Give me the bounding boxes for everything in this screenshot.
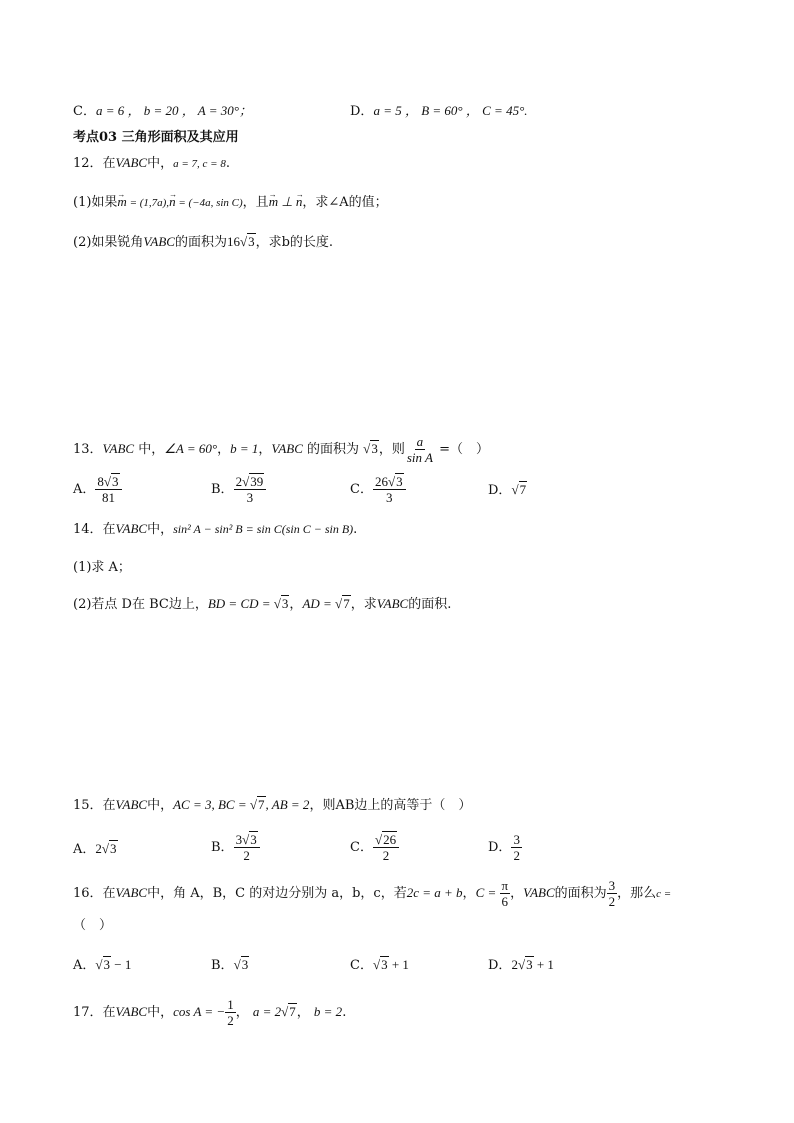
radicand: 3 bbox=[371, 441, 378, 456]
denominator: 6 bbox=[501, 894, 509, 909]
sqrt-expression: √3 bbox=[517, 957, 533, 972]
radicand: 7 bbox=[343, 596, 350, 611]
triangle-symbol: VABC bbox=[376, 596, 409, 611]
sqrt-expression: √3 bbox=[95, 957, 111, 972]
equation: C = bbox=[475, 885, 500, 900]
coefficient: 3 bbox=[235, 832, 243, 847]
q17-stem bbox=[73, 997, 346, 1028]
q13-option-b bbox=[211, 474, 266, 505]
option-label: C． bbox=[350, 958, 373, 973]
section-title: 考点03 三角形面积及其应用 bbox=[73, 130, 239, 145]
text: 14．在 bbox=[73, 522, 116, 537]
option-label: C． bbox=[73, 104, 96, 119]
fraction bbox=[500, 878, 511, 909]
radicand: 3 bbox=[281, 596, 289, 611]
option-label: B． bbox=[211, 482, 234, 497]
text: 12．在 bbox=[73, 156, 116, 171]
sqrt-expression: √7 bbox=[249, 797, 265, 812]
q14-part1: (1)求 A； bbox=[73, 560, 131, 575]
option-label: D． bbox=[488, 958, 512, 973]
fraction bbox=[225, 997, 236, 1028]
option-label: B． bbox=[211, 958, 234, 973]
q13-option-a bbox=[73, 474, 122, 505]
text: ， bbox=[462, 886, 476, 901]
denominator: 2 bbox=[513, 848, 520, 863]
equation: , AB = 2 bbox=[265, 797, 310, 812]
q12-part2 bbox=[73, 232, 333, 253]
triangle-symbol: VABC bbox=[102, 441, 135, 456]
radicand: 3 bbox=[248, 234, 255, 249]
option-label: A． bbox=[73, 958, 96, 973]
text: 15．在 bbox=[73, 798, 116, 813]
given-values: a = 7, c = 8 bbox=[173, 158, 226, 170]
option-label: B． bbox=[211, 840, 234, 855]
triangle-symbol: VABC bbox=[523, 885, 555, 900]
denominator: 2 bbox=[608, 894, 616, 909]
numerator: π bbox=[501, 878, 509, 893]
numerator: 3 bbox=[608, 878, 616, 893]
denominator: 3 bbox=[386, 490, 393, 505]
text: ，求 bbox=[350, 597, 377, 612]
text: ，则AB边上的高等于（ ） bbox=[309, 798, 472, 813]
fraction: $\frac{8√3}{81}$ bbox=[95, 474, 121, 505]
vector-n: → n bbox=[296, 194, 303, 209]
q16-option-d bbox=[488, 955, 554, 976]
q11-option-d bbox=[350, 101, 528, 122]
q16-stem bbox=[73, 878, 671, 909]
q15-option-a bbox=[73, 839, 118, 860]
equation: sin² A − sin² B = sin C(sin C − sin B) bbox=[173, 522, 354, 536]
fraction bbox=[405, 434, 435, 465]
radicand: 26 bbox=[383, 832, 397, 847]
coefficient: 8 bbox=[97, 474, 104, 489]
numerator: a bbox=[416, 434, 424, 449]
option-expression: a = 5 ， B = 60° ， C = 45°. bbox=[373, 103, 528, 118]
text: 的面积为 bbox=[302, 442, 364, 457]
text: 中， bbox=[147, 798, 174, 813]
equation: AC = 3, BC = bbox=[173, 797, 250, 812]
text: ， bbox=[217, 442, 231, 457]
sqrt-expression: √7 bbox=[281, 1004, 296, 1019]
text: ，求∠A的值； bbox=[302, 195, 388, 210]
numerator: 3 bbox=[513, 832, 520, 847]
coefficient: 26 bbox=[374, 474, 388, 489]
text: . bbox=[342, 1005, 347, 1020]
radicand: 3 bbox=[112, 474, 119, 489]
q16-answer-bracket: （ ） bbox=[73, 918, 113, 933]
radicand: 3 bbox=[381, 957, 388, 972]
radicand: 3 bbox=[103, 957, 111, 972]
q13-option-d bbox=[488, 480, 527, 501]
side-value: b = 1 bbox=[230, 441, 259, 456]
coefficient: 2 bbox=[95, 841, 102, 856]
sqrt-expression: √3 bbox=[239, 234, 255, 249]
equation: cos A = − bbox=[173, 1004, 226, 1019]
denominator: 81 bbox=[101, 490, 115, 505]
q16-option-b bbox=[211, 955, 249, 976]
equation: 2c = a + b bbox=[406, 885, 463, 900]
text: ， bbox=[510, 886, 524, 901]
radicand: 3 bbox=[250, 832, 257, 847]
sqrt-expression: √7 bbox=[335, 596, 350, 611]
triangle-symbol: VABC bbox=[115, 521, 148, 536]
perp-symbol: ⊥ bbox=[278, 194, 296, 209]
coefficient: 16 bbox=[226, 234, 240, 249]
equation: b = 2 bbox=[313, 1004, 343, 1019]
radicand: 3 bbox=[526, 957, 533, 972]
text: 的面积为 bbox=[174, 235, 227, 250]
text: ， bbox=[289, 597, 303, 612]
triangle-symbol: VABC bbox=[115, 885, 148, 900]
text: 的面积. bbox=[408, 597, 452, 612]
text: 的面积为 bbox=[554, 886, 607, 901]
angle-value: ∠A = 60° bbox=[164, 441, 218, 456]
equation: AD = bbox=[302, 596, 336, 611]
expression-tail: + 1 bbox=[533, 957, 554, 972]
radicand: 39 bbox=[250, 474, 264, 489]
q15-option-c bbox=[350, 832, 399, 863]
fraction bbox=[511, 832, 522, 863]
sqrt-expression: √3 bbox=[233, 957, 249, 972]
text: ， bbox=[258, 442, 272, 457]
coefficient: 2 bbox=[511, 957, 518, 972]
triangle-symbol: VABC bbox=[271, 441, 303, 456]
q14-stem bbox=[73, 519, 357, 540]
radicand: 3 bbox=[396, 474, 403, 489]
option-label: A． bbox=[73, 842, 96, 857]
q16-option-c bbox=[350, 955, 409, 976]
sqrt-expression: √7 bbox=[511, 482, 527, 497]
fraction: $\frac{2√39}{3}$ bbox=[234, 474, 267, 505]
text: (1)如果 bbox=[73, 195, 118, 210]
vector-n-value: = (−4a, sin C) bbox=[175, 197, 243, 209]
text: ，且 bbox=[242, 195, 269, 210]
vector-m: → m bbox=[117, 194, 126, 209]
vector-n: → n bbox=[169, 194, 176, 209]
option-label: A． bbox=[73, 482, 96, 497]
expression-tail: − 1 bbox=[111, 957, 132, 972]
text: 中， bbox=[147, 1005, 174, 1020]
denominator: 2 bbox=[227, 1013, 234, 1028]
option-label: C． bbox=[350, 840, 373, 855]
option-expression: a = 6 ， b = 20 ， A = 30°； bbox=[95, 103, 252, 118]
text: ， bbox=[296, 1005, 314, 1020]
q14-part2 bbox=[73, 594, 451, 615]
fraction bbox=[607, 878, 618, 909]
text: 中，角 A，B，C 的对边分别为 a，b，c，若 bbox=[147, 886, 407, 901]
sqrt-expression: √3 bbox=[372, 957, 388, 972]
text: 中， bbox=[147, 156, 174, 171]
triangle-symbol: VABC bbox=[115, 1004, 148, 1019]
radicand: 3 bbox=[241, 957, 249, 972]
equation: c = bbox=[656, 888, 672, 900]
triangle-symbol: VABC bbox=[115, 797, 148, 812]
q13-option-c bbox=[350, 474, 406, 505]
equation: BD = CD = bbox=[207, 596, 274, 611]
radicand: 3 bbox=[110, 841, 117, 856]
option-label: C． bbox=[350, 482, 373, 497]
text: . bbox=[353, 522, 358, 537]
denominator: 2 bbox=[243, 848, 250, 863]
triangle-symbol: VABC bbox=[143, 234, 175, 249]
text: ，求b的长度. bbox=[255, 235, 334, 250]
option-label: D． bbox=[350, 104, 374, 119]
q16-option-a bbox=[73, 955, 131, 976]
text: (2)如果锐角 bbox=[73, 235, 144, 250]
q11-option-c bbox=[73, 101, 252, 122]
radicand: 7 bbox=[519, 482, 527, 497]
triangle-symbol: VABC bbox=[115, 155, 148, 170]
text: ，那么 bbox=[617, 886, 657, 901]
q12-part1 bbox=[73, 192, 388, 213]
text: ， bbox=[235, 1005, 253, 1020]
fraction: $\frac{√26}{2}$ bbox=[373, 832, 399, 863]
sqrt-expression: √3 bbox=[273, 596, 289, 611]
q15-option-b bbox=[211, 832, 260, 863]
text: 中， bbox=[134, 442, 165, 457]
denominator: 3 bbox=[246, 490, 254, 505]
sqrt-expression: √3 bbox=[101, 841, 117, 856]
text: 13． bbox=[73, 442, 103, 457]
radicand: 7 bbox=[258, 797, 265, 812]
text: 中， bbox=[147, 522, 174, 537]
text: 16．在 bbox=[73, 886, 116, 901]
text: =（ ） bbox=[434, 442, 489, 457]
q13-stem bbox=[73, 434, 489, 465]
expression-tail: + 1 bbox=[388, 957, 409, 972]
vector-m: → m bbox=[269, 194, 278, 209]
denominator: 2 bbox=[382, 848, 390, 863]
q15-option-d bbox=[488, 832, 522, 863]
option-label: D． bbox=[488, 483, 512, 498]
coefficient: 2 bbox=[235, 474, 243, 489]
fraction: $\frac{3√3}{2}$ bbox=[234, 832, 260, 863]
text: 17．在 bbox=[73, 1005, 116, 1020]
text: ，则 bbox=[378, 442, 405, 457]
q15-stem bbox=[73, 795, 471, 816]
fraction: $\frac{26√3}{3}$ bbox=[373, 474, 406, 505]
option-label: D． bbox=[488, 840, 512, 855]
q12-stem bbox=[73, 153, 230, 174]
text: . bbox=[225, 156, 230, 171]
sqrt-expression: √3 bbox=[363, 441, 378, 456]
vector-m-value: = (1,7a), bbox=[126, 197, 170, 209]
equation: a = 2 bbox=[252, 1004, 282, 1019]
radicand: 7 bbox=[289, 1004, 296, 1019]
denominator: sin A bbox=[406, 450, 433, 465]
numerator: 1 bbox=[227, 997, 234, 1012]
text: (2)若点 D在 BC边上， bbox=[73, 597, 208, 612]
